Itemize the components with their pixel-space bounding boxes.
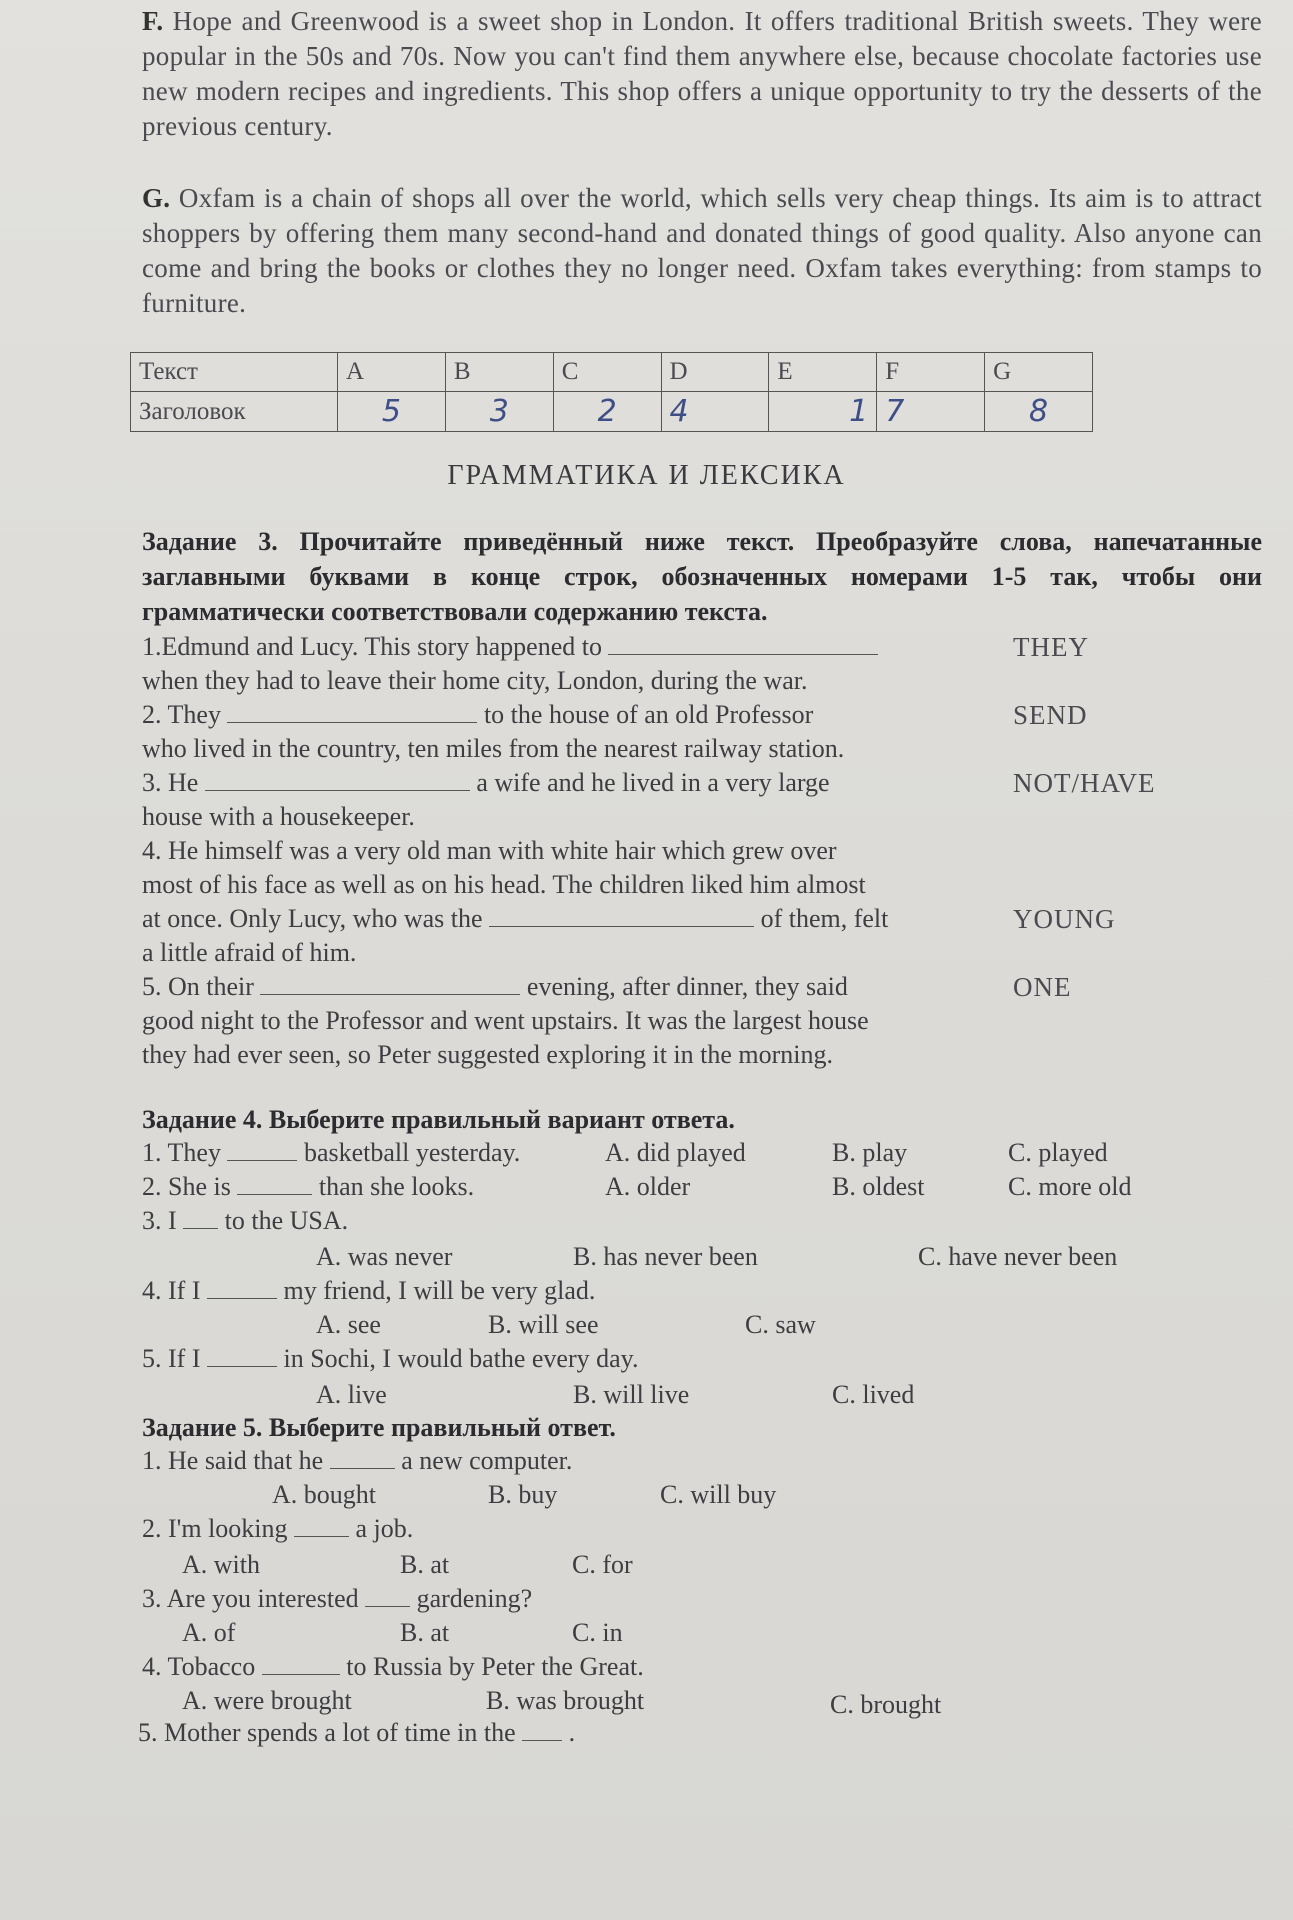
handwritten-answer-b: 3	[445, 392, 553, 432]
task3-line5a	[142, 972, 848, 1002]
task5-q2-option-b[interactable]: B. at	[400, 1550, 450, 1579]
answer-table-col-a: A	[338, 353, 446, 392]
answer-table-row-label-heading: Заголовок	[131, 392, 338, 432]
task4-q5-option-a[interactable]: A. live	[316, 1380, 387, 1409]
task5-q4-text-b: to Russia by Peter the Great.	[346, 1652, 644, 1681]
task4-q1-text-a: 1. They	[142, 1138, 221, 1167]
task5-q4-option-c[interactable]: C. brought	[830, 1690, 942, 1719]
task4-q2	[142, 1172, 474, 1202]
task4-q1	[142, 1138, 520, 1168]
task4-q4-blank[interactable]	[207, 1298, 277, 1299]
task4-q4-option-a[interactable]: A. see	[316, 1310, 381, 1339]
task5-q3	[142, 1584, 532, 1614]
task5-q5-text-a: 5. Mother spends a lot of time in the	[138, 1718, 516, 1747]
task5-q4-text-a: 4. Tobacco	[142, 1652, 256, 1681]
task5-q1-option-c[interactable]: C. will buy	[660, 1480, 777, 1509]
task4-q1-text-b: basketball yesterday.	[303, 1138, 521, 1167]
task4-q2-option-a[interactable]: A. older	[605, 1172, 691, 1201]
task5-q2-blank[interactable]	[294, 1536, 349, 1537]
task3-line5a-text: 5. On their	[142, 972, 254, 1001]
handwritten-answer-g: 8	[985, 392, 1093, 432]
task5-q3-option-b[interactable]: B. at	[400, 1618, 450, 1647]
task5-q5-blank[interactable]	[522, 1740, 562, 1741]
task4-q2-text-a: 2. She is	[142, 1172, 231, 1201]
task4-q3-text-a: 3. I	[142, 1206, 177, 1235]
task5-q4-option-a[interactable]: A. were brought	[182, 1686, 352, 1715]
task3-line5c: good night to the Professor and went upstairs. It was the largest house	[142, 1006, 869, 1035]
task4-q3-option-b[interactable]: B. has never been	[573, 1242, 758, 1271]
task5-q1-text-b: a new computer.	[401, 1446, 573, 1475]
task3-heading: Задание 3. Прочитайте приведённый ниже текст. Преобразуйте слова, напечатанные заглавными буквами в конце строк, обозначенных номерами 1-5 так, чтобы они грамматически соответствовали содержанию текста.	[142, 527, 1262, 626]
task3-line3c: house with a housekeeper.	[142, 802, 415, 831]
handwritten-answer-f: 7	[877, 392, 985, 432]
answer-table-row-label-text: Текст	[131, 353, 338, 392]
task5-q1-option-a[interactable]: A. bought	[272, 1480, 376, 1509]
task3-line2b-text: to the house of an old Professor	[483, 700, 814, 729]
paragraph-f-label: F.	[142, 6, 164, 36]
task5-q1-option-b[interactable]: B. buy	[488, 1480, 558, 1509]
handwritten-answer-d: 4	[661, 392, 769, 432]
task5-q3-option-a[interactable]: A. of	[182, 1618, 236, 1647]
task3-blank-2[interactable]	[227, 722, 477, 723]
task4-q5-option-b[interactable]: B. will live	[573, 1380, 690, 1409]
task4-heading: Задание 4. Выберите правильный вариант ответа.	[142, 1105, 735, 1134]
task5-q3-text-b: gardening?	[416, 1584, 533, 1613]
task3-word-5: ONE	[1013, 972, 1072, 1002]
task4-q5-option-c[interactable]: C. lived	[832, 1380, 915, 1409]
task4-q3-option-a[interactable]: A. was never	[316, 1242, 453, 1271]
task3-line4b: most of his face as well as on his head. The children liked him almost	[142, 870, 866, 899]
task3-line1b: when they had to leave their home city, London, during the war.	[142, 666, 808, 695]
task3-blank-4[interactable]	[489, 926, 754, 927]
task3-line1a	[142, 632, 878, 662]
task4-q5-text-a: 5. If I	[142, 1344, 201, 1373]
task4-q3-option-c[interactable]: C. have never been	[918, 1242, 1118, 1271]
task5-q4-blank[interactable]	[262, 1674, 340, 1675]
paragraph-g-label: G.	[142, 183, 171, 213]
task5-q5-text-b: .	[568, 1718, 576, 1747]
task3-word-4: YOUNG	[1013, 904, 1116, 934]
task3-word-3: NOT/HAVE	[1013, 768, 1156, 798]
task5-q5	[138, 1718, 575, 1748]
task3-line5d: they had ever seen, so Peter suggested exploring it in the morning.	[142, 1040, 834, 1069]
task3-word-1: THEY	[1013, 632, 1089, 662]
task4-q4-option-b[interactable]: B. will see	[488, 1310, 599, 1339]
task5-q3-text-a: 3. Are you interested	[142, 1584, 359, 1613]
task5-q2-option-c[interactable]: C. for	[572, 1550, 633, 1579]
task5-q3-blank[interactable]	[365, 1606, 410, 1607]
task3-line4a: 4. He himself was a very old man with white hair which grew over	[142, 836, 837, 865]
task3-line4e: a little afraid of him.	[142, 938, 357, 967]
task3-line1a-text: 1.Edmund and Lucy. This story happened to	[142, 632, 602, 661]
task3-blank-3[interactable]	[205, 790, 470, 791]
task4-q2-text-b: than she looks.	[318, 1172, 475, 1201]
task4-q4-text-a: 4. If I	[142, 1276, 201, 1305]
task3-line4d-text: of them, felt	[760, 904, 889, 933]
answer-table-header-row	[131, 353, 1093, 392]
answer-table-col-g: G	[985, 353, 1093, 392]
task4-q2-option-b[interactable]: B. oldest	[832, 1172, 925, 1201]
task3-line2a	[142, 700, 813, 730]
task3-line3b-text: a wife and he lived in a very large	[476, 768, 830, 797]
handwritten-answer-c: 2	[553, 392, 661, 432]
task4-q3-blank[interactable]	[183, 1228, 218, 1229]
task3-line2c: who lived in the country, ten miles from the nearest railway station.	[142, 734, 845, 763]
task5-q2-text-b: a job.	[355, 1514, 414, 1543]
answer-table-answer-row	[131, 392, 1093, 432]
paragraph-f	[142, 4, 1262, 144]
task4-q3-text-b: to the USA.	[224, 1206, 349, 1235]
task4-q1-option-b[interactable]: B. play	[832, 1138, 908, 1167]
task3-line2a-text: 2. They	[142, 700, 221, 729]
task4-q4-text-b: my friend, I will be very glad.	[283, 1276, 596, 1305]
task4-q1-option-a[interactable]: A. did played	[605, 1138, 746, 1167]
answer-table-col-e: E	[769, 353, 877, 392]
task4-q1-option-c[interactable]: C. played	[1008, 1138, 1108, 1167]
task5-q2-text-a: 2. I'm looking	[142, 1514, 288, 1543]
task4-q4	[142, 1276, 595, 1306]
task4-q5	[142, 1344, 638, 1374]
task4-q3	[142, 1206, 348, 1236]
task5-q4-option-b[interactable]: B. was brought	[486, 1686, 645, 1715]
paragraph-g	[142, 181, 1262, 321]
task5-q2	[142, 1514, 413, 1544]
task5-q4	[142, 1652, 644, 1682]
task3-line4c	[142, 904, 888, 934]
answer-table	[130, 352, 1093, 432]
task4-q1-blank[interactable]	[227, 1160, 297, 1161]
section-title: ГРАММАТИКА И ЛЕКСИКА	[447, 460, 846, 491]
task5-q1	[142, 1446, 572, 1476]
task4-q4-option-c[interactable]: C. saw	[745, 1310, 816, 1339]
task4-q2-blank[interactable]	[237, 1194, 312, 1195]
task5-q3-option-c[interactable]: C. in	[572, 1618, 623, 1647]
handwritten-answer-e: 1	[769, 392, 877, 432]
task3-line3a	[142, 768, 830, 798]
task3-blank-5[interactable]	[260, 994, 520, 995]
task4-q5-blank[interactable]	[207, 1366, 277, 1367]
task3-line3a-text: 3. He	[142, 768, 199, 797]
answer-table-col-d: D	[661, 353, 769, 392]
task5-q1-text-a: 1. He said that he	[142, 1446, 324, 1475]
paragraph-g-text: Oxfam is a chain of shops all over the world, which sells very cheap things. Its aim is to attract shoppers by offering them many second-hand and donated things of good quality. Also anyone can come and bring the books or clothes they no longer need. Oxfam takes everything: from stamps to furniture.	[142, 183, 1262, 318]
task4-q2-option-c[interactable]: C. more old	[1008, 1172, 1132, 1201]
answer-table-col-c: C	[553, 353, 661, 392]
task3-word-2: SEND	[1013, 700, 1088, 730]
paragraph-f-text: Hope and Greenwood is a sweet shop in London. It offers traditional British sweets. They were popular in the 50s and 70s. Now you can't find them anywhere else, because chocolate factories use new modern recipes and ingredients. This shop offers a unique opportunity to try the desserts of the previous century.	[142, 6, 1262, 141]
task4-q5-text-b: in Sochi, I would bathe every day.	[283, 1344, 639, 1373]
task5-heading: Задание 5. Выберите правильный ответ.	[142, 1413, 616, 1442]
task5-q1-blank[interactable]	[330, 1468, 395, 1469]
answer-table-col-f: F	[877, 353, 985, 392]
task3-blank-1[interactable]	[608, 654, 878, 655]
task3-line4c-text: at once. Only Lucy, who was the	[142, 904, 483, 933]
task3-line5b-text: evening, after dinner, they said	[526, 972, 848, 1001]
task5-q2-option-a[interactable]: A. with	[182, 1550, 260, 1579]
handwritten-answer-a: 5	[338, 392, 446, 432]
answer-table-col-b: B	[445, 353, 553, 392]
